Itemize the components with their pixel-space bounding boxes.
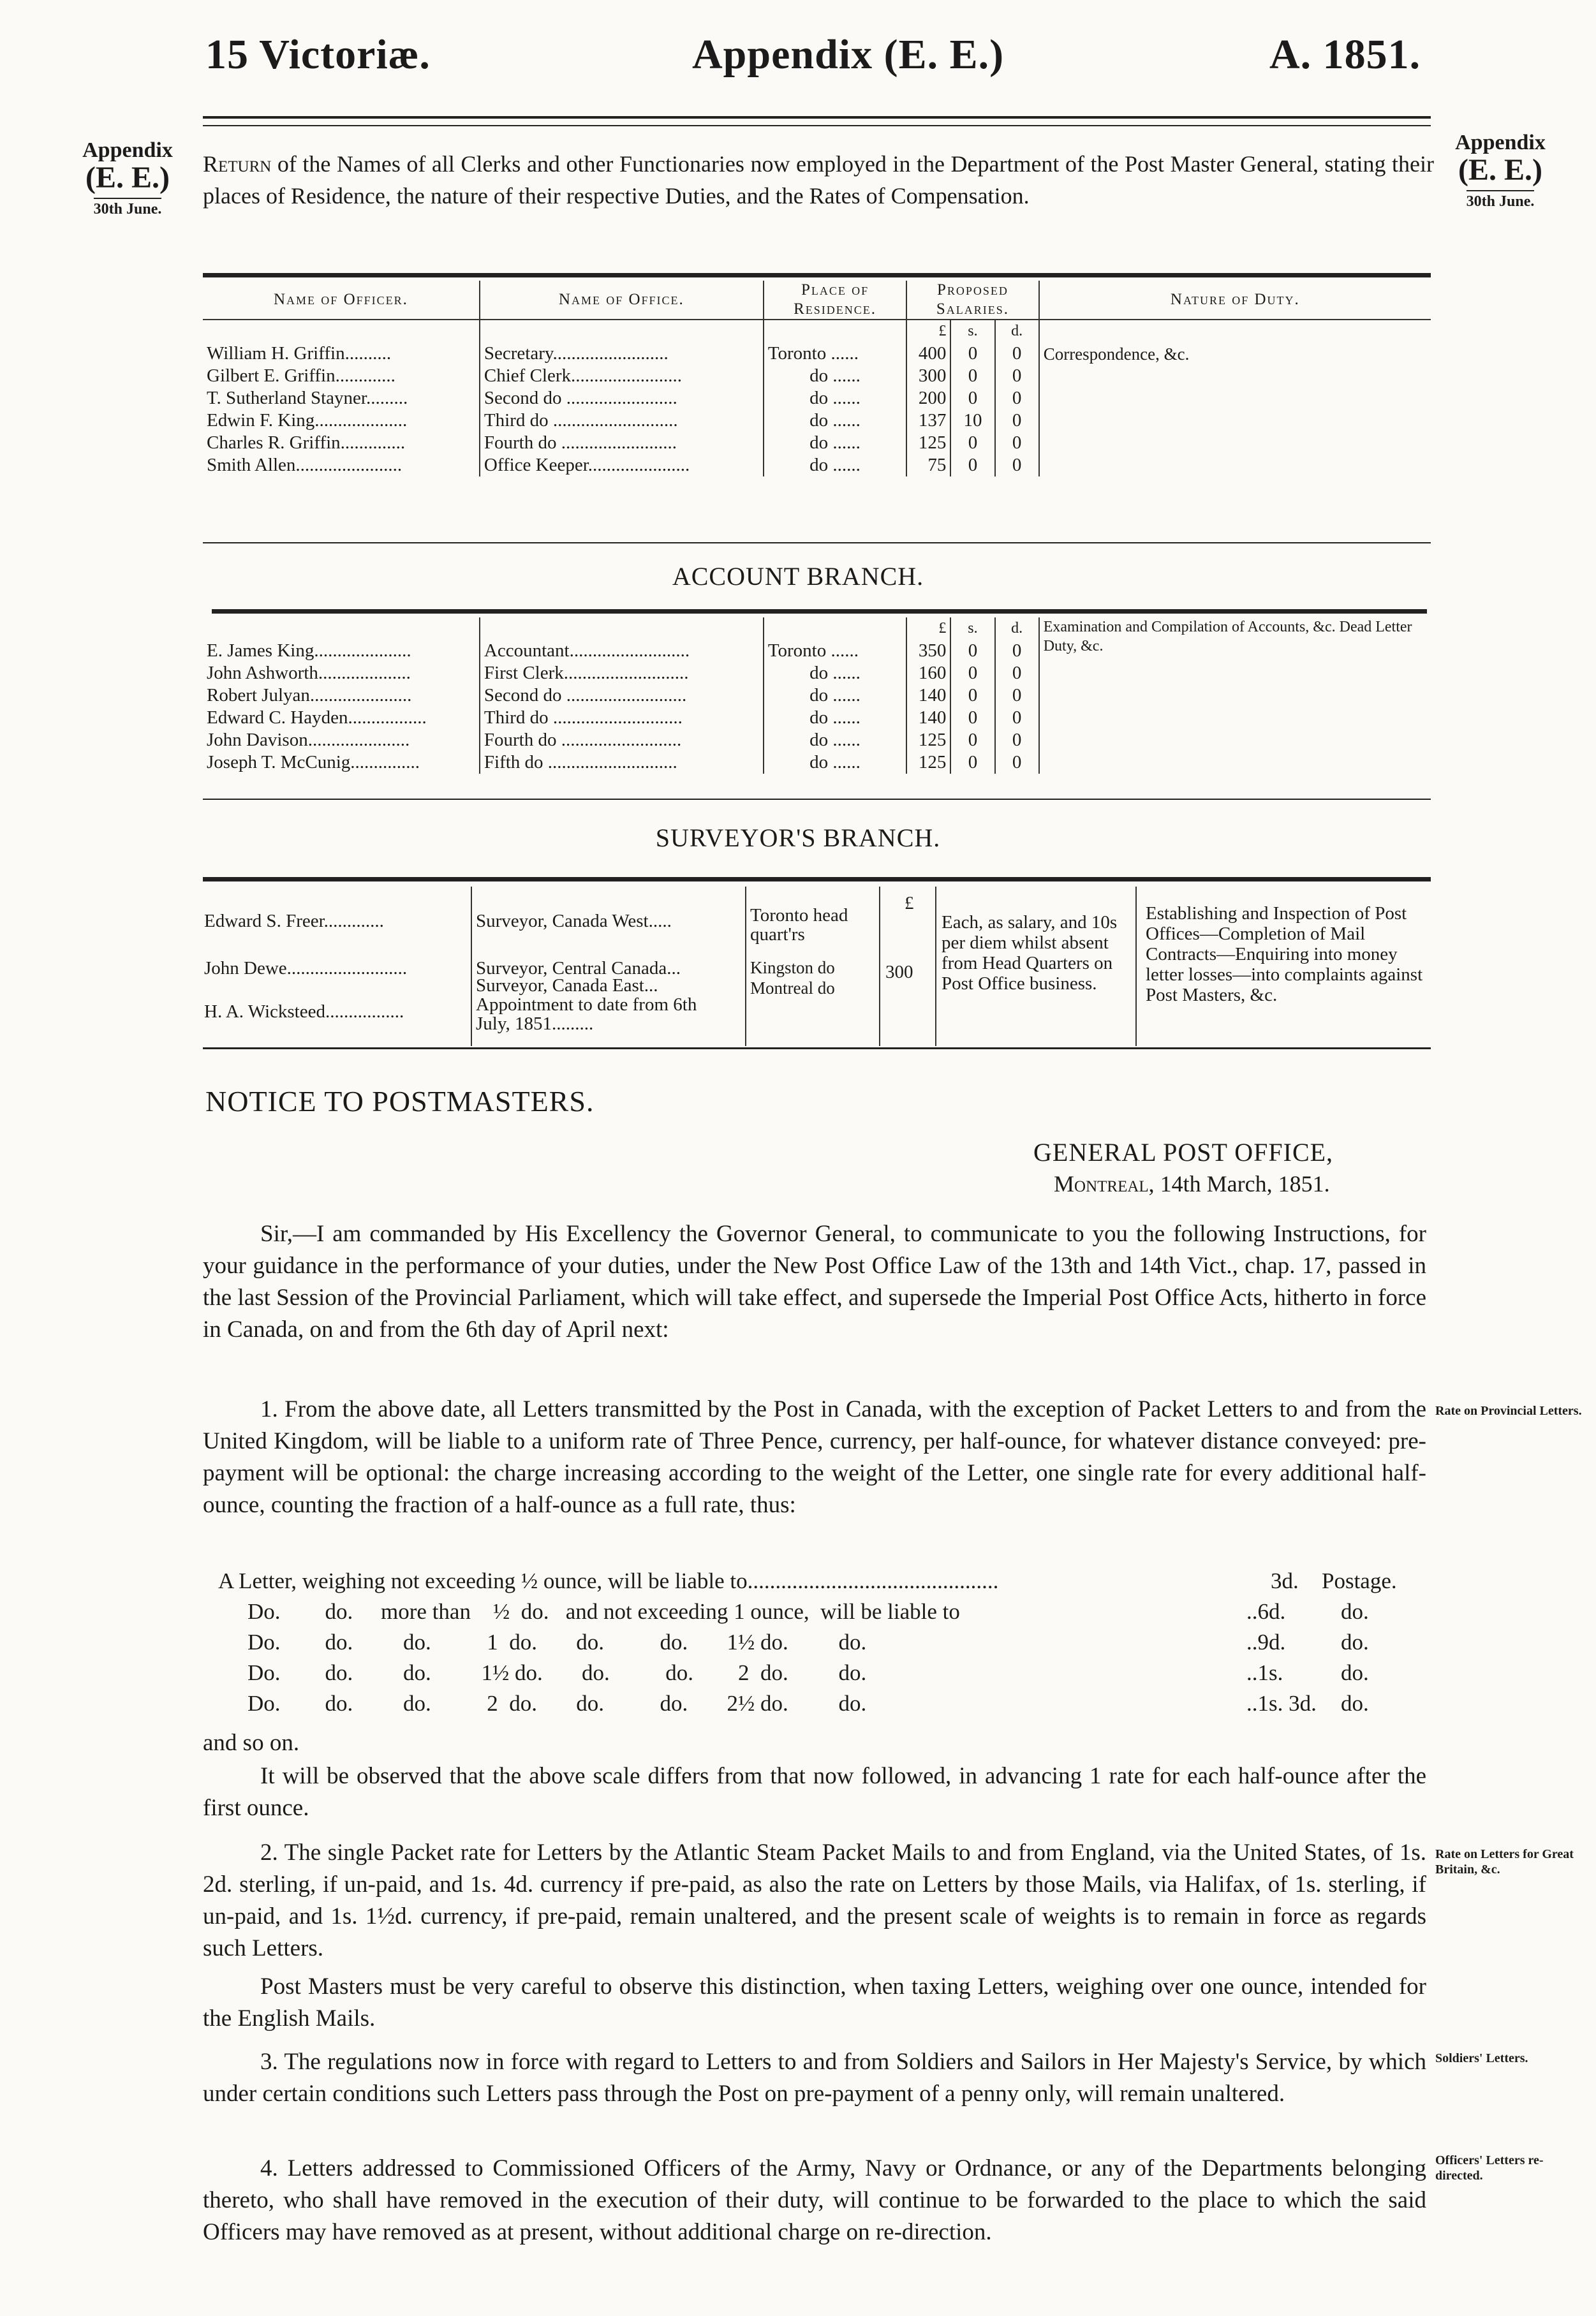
salary-pence: 0 — [995, 662, 1039, 684]
salary-pounds: 137 — [906, 409, 950, 432]
salary-pounds: 400 — [906, 343, 950, 365]
officer-name: Robert Julyan...................... — [207, 685, 412, 705]
unit-pence: d. — [995, 320, 1039, 343]
header-year: A. 1851. — [1269, 31, 1421, 78]
scale-postage: do. — [1341, 1660, 1369, 1685]
residence: do ...... — [764, 365, 906, 387]
unit-shillings: s. — [950, 617, 994, 640]
header-name: Name of Officer. — [274, 291, 408, 308]
table-row — [203, 684, 1431, 707]
scale-rate: ..9d. — [1246, 1630, 1286, 1655]
notice-office: GENERAL POST OFFICE, — [1033, 1138, 1334, 1167]
table-header-row — [203, 281, 1431, 320]
paragraph-4-text: 4. Letters addressed to Commissioned Officers of the Army, Navy or Ordnance, or any of the Departments belonging thereto, who shall have removed in the execution of their duty, will continue to be forwarded to the place to which the said Officers may have removed as at present, without additional charge on re-direction. — [203, 2155, 1426, 2245]
paragraph-3-text: 3. The regulations now in force with regard to Letters to and from Soldiers and Sailors in Her Majesty's Service, by which under certain conditions such Letters pass through the Post on pre-payment of a penny only, will remain unaltered. — [203, 2049, 1426, 2107]
officer-name: Edwin F. King.................... — [207, 410, 408, 431]
rate-scale — [218, 1566, 1424, 1725]
office-name: Third do ............................ — [480, 707, 764, 729]
intro-text: of the Names of all Clerks and other Functionaries now employed in the Department of the Post Master General, stating their places of Residence, the nature of their respective Duties, and the Rates of Compensation. — [203, 151, 1434, 209]
office-name: Accountant.......................... — [480, 640, 764, 662]
unit-shillings: s. — [950, 320, 994, 343]
and-so-on: and so on. — [203, 1730, 300, 1756]
side-caption-line2: (E. E.) — [85, 160, 170, 195]
residence: do ...... — [764, 751, 906, 774]
paragraph-1 — [203, 1394, 1426, 1521]
unit-pence: d. — [995, 617, 1039, 640]
paragraph-observe — [203, 1760, 1426, 1824]
scale-postage: do. — [1341, 1691, 1369, 1716]
header-volume: 15 Victoriæ. — [205, 31, 431, 78]
paragraph-2 — [203, 1837, 1426, 1965]
notice-date — [1054, 1170, 1330, 1197]
paragraph-4 — [203, 2153, 1426, 2248]
officer-name: Gilbert E. Griffin............. — [207, 365, 395, 386]
scale-desc: Do. do. do. 2 do. do. do. 2½ do. do. — [248, 1691, 867, 1716]
table-row — [203, 365, 1431, 387]
residence: do ...... — [764, 387, 906, 409]
scale-desc: Do. do. more than ½ do. and not exceeding 1 ounce, will be liable to — [248, 1599, 960, 1624]
salary-pounds: 125 — [906, 729, 950, 751]
officer-name: John Davison...................... — [207, 730, 410, 750]
header-duty: Nature of Duty. — [1170, 291, 1300, 308]
salary-shillings: 0 — [950, 729, 994, 751]
surveyor-bottom-rule — [203, 1047, 1431, 1049]
office-name: Surveyor, Canada West..... — [476, 911, 672, 931]
office-name: Second do ........................ — [480, 387, 764, 409]
officer-name: John Ashworth.................... — [207, 663, 411, 683]
margin-note-soldiers: Soldiers' Letters. — [1435, 2051, 1528, 2065]
salary-shillings: 0 — [950, 707, 994, 729]
officer-name: Edward C. Hayden................. — [207, 707, 427, 728]
header-appendix: Appendix (E. E.) — [692, 31, 1005, 78]
scale-rate: 3d. — [1271, 1568, 1299, 1593]
notice-title: NOTICE TO POSTMASTERS. — [205, 1085, 595, 1117]
table-row — [203, 387, 1431, 409]
side-caption-line1: Appendix — [1455, 131, 1546, 154]
col-rule — [935, 887, 936, 1046]
scale-postage: do. — [1341, 1599, 1369, 1624]
header-salary: Proposed Salaries. — [906, 281, 1038, 320]
officer-name: Edward S. Freer............. — [204, 911, 384, 931]
surveyor-duty: Establishing and Inspection of Post Offices—Completion of Mail Contracts—Enquiring into money letter losses—into complaints against Post Masters, &c. — [1146, 903, 1423, 1005]
office-name: Surveyor, Central Canada... — [476, 958, 681, 978]
account-branch-title: ACCOUNT BRANCH. — [672, 562, 924, 591]
salary-shillings: 10 — [950, 409, 994, 432]
account-table — [203, 617, 1431, 774]
salary-pounds: 140 — [906, 707, 950, 729]
table-row — [203, 343, 1431, 365]
unit-row — [203, 617, 1431, 640]
officers-table — [203, 281, 1431, 476]
salary-pounds: 140 — [906, 684, 950, 707]
residence: do ...... — [764, 432, 906, 454]
header-place: Place of Residence. — [764, 281, 906, 320]
return-intro — [203, 148, 1434, 212]
scale-desc: Do. do. do. 1½ do. do. do. 2 do. do. — [248, 1660, 867, 1685]
salary-shillings: 0 — [950, 662, 994, 684]
salary-shillings: 0 — [950, 432, 994, 454]
scale-postage: do. — [1341, 1630, 1369, 1655]
office-name: Office Keeper...................... — [480, 454, 764, 476]
account-top-rule — [212, 609, 1427, 614]
office-name: Fourth do .......................... — [480, 729, 764, 751]
scale-row — [248, 1627, 866, 1658]
office-name: Secretary......................... — [480, 343, 764, 365]
officer-name: Smith Allen....................... — [207, 455, 403, 475]
scale-rate: ..6d. — [1246, 1599, 1286, 1624]
table-row — [203, 707, 1431, 729]
salary-shillings: 0 — [950, 751, 994, 774]
salary-pounds: 125 — [906, 751, 950, 774]
paragraph-observe-text: It will be observed that the above scale differs from that now followed, in advancing 1 rate for each half-ounce after the first ounce. — [203, 1763, 1426, 1821]
office-name: Second do .......................... — [480, 684, 764, 707]
side-caption-left — [70, 139, 185, 218]
paragraph-2b-text: Post Masters must be very careful to observe this distinction, when taxing Letters, weighing over one ounce, intended for the English Mails. — [203, 1973, 1426, 2032]
residence: do ...... — [764, 409, 906, 432]
officer-name: Charles R. Griffin.............. — [207, 432, 406, 453]
col-rule — [471, 887, 472, 1046]
table-row — [203, 729, 1431, 751]
scale-row — [248, 1597, 960, 1627]
paragraph-3 — [203, 2046, 1426, 2110]
salary-shillings: 0 — [950, 454, 994, 476]
office-name: Fourth do ......................... — [480, 432, 764, 454]
salary-shillings: 0 — [950, 343, 994, 365]
salary-pounds: 300 — [885, 962, 913, 982]
officer-name: John Dewe.......................... — [204, 958, 408, 978]
col-rule — [1135, 887, 1137, 1046]
salary-pounds: 300 — [906, 365, 950, 387]
salary-pence: 0 — [995, 343, 1039, 365]
scale-row — [248, 1688, 866, 1719]
table-top-rule — [203, 273, 1431, 277]
duty: Correspondence, &c. — [1043, 344, 1190, 364]
margin-note-provincial: Rate on Provincial Letters. — [1435, 1404, 1582, 1418]
office-name: Third do ........................... — [480, 409, 764, 432]
officer-name: E. James King..................... — [207, 640, 411, 661]
scale-row — [248, 1658, 866, 1688]
office-name: Surveyor, Canada East... Appointment to date from 6th July, 1851......... — [476, 975, 697, 1034]
scale-desc: Do. do. do. 1 do. do. do. 1½ do. do. — [248, 1630, 867, 1655]
salary-shillings: 0 — [950, 684, 994, 707]
salary-shillings: 0 — [950, 387, 994, 409]
unit-pounds: £ — [906, 617, 950, 640]
officer-name: T. Sutherland Stayner......... — [207, 388, 408, 408]
scale-desc: A Letter, weighing not exceeding ½ ounce, will be liable to............................................. — [218, 1568, 999, 1593]
officer-name: William H. Griffin.......... — [207, 343, 392, 364]
residence: do ...... — [764, 454, 906, 476]
side-caption-line2: (E. E.) — [1458, 152, 1542, 187]
surveyor-table — [203, 887, 1431, 1046]
unit-pounds: £ — [906, 320, 950, 343]
salary-pence: 0 — [995, 707, 1039, 729]
salary-pounds: 350 — [906, 640, 950, 662]
scale-rate: ..1s. — [1246, 1660, 1283, 1685]
salary-unit: £ — [905, 893, 914, 913]
margin-note-great-britain: Rate on Letters for Great Britain, &c. — [1435, 1847, 1574, 1877]
paragraph-intro — [203, 1218, 1426, 1346]
margin-note-officers: Officers' Letters re-directed. — [1435, 2153, 1544, 2183]
scale-rate: ..1s. 3d. — [1246, 1691, 1317, 1716]
header-rule — [203, 116, 1431, 126]
residence: do ...... — [764, 729, 906, 751]
account-duty: Examination and Compilation of Accounts, &c. Dead Letter Duty, &c. — [1043, 619, 1412, 654]
salary-pence: 0 — [995, 684, 1039, 707]
table-row — [203, 432, 1431, 454]
salary-pounds: 160 — [906, 662, 950, 684]
side-caption-line1: Appendix — [82, 138, 173, 162]
residence: Montreal do — [750, 978, 835, 998]
residence: Kingston do — [750, 958, 835, 977]
notice-date-text: 14th March, 1851. — [1154, 1171, 1330, 1197]
scale-row — [218, 1566, 998, 1597]
surveyor-branch-title: SURVEYOR'S BRANCH. — [655, 823, 941, 852]
officer-name: H. A. Wicksteed................. — [204, 1001, 404, 1022]
salary-pounds: 125 — [906, 432, 950, 454]
table-bottom-rule — [203, 542, 1431, 543]
scale-postage: Postage. — [1322, 1568, 1397, 1593]
office-name: First Clerk........................... — [480, 662, 764, 684]
salary-pence: 0 — [995, 432, 1039, 454]
salary-pounds: 75 — [906, 454, 950, 476]
table-row — [203, 751, 1431, 774]
intro-lead: Return — [203, 151, 272, 177]
paragraph-2b — [203, 1971, 1426, 2035]
col-rule — [745, 887, 746, 1046]
salary-shillings: 0 — [950, 365, 994, 387]
office-name: Fifth do ............................ — [480, 751, 764, 774]
col-rule — [879, 887, 880, 1046]
notice-place: Montreal, — [1054, 1171, 1155, 1197]
salary-pence: 0 — [995, 640, 1039, 662]
salary-pence: 0 — [995, 387, 1039, 409]
account-bottom-rule — [203, 799, 1431, 800]
surveyor-top-rule — [203, 877, 1431, 881]
officer-name: Joseph T. McCunig............... — [207, 752, 420, 772]
salary-pence: 0 — [995, 409, 1039, 432]
salary-pence: 0 — [995, 729, 1039, 751]
paragraph-1-text: 1. From the above date, all Letters transmitted by the Post in Canada, with the exception of Packet Letters to and from the United Kingdom, will be liable to a uniform rate of Three Pence, currency, per half-ounce, for whatever distance conveyed: pre-payment will be optional: the charge increasing according to the weight of the Letter, one single rate for every additional half-ounce, counting the fraction of a half-ounce as a full rate, thus: — [203, 1396, 1426, 1518]
residence: Toronto ...... — [764, 640, 906, 662]
table-row — [203, 409, 1431, 432]
side-caption-line3: 30th June. — [94, 198, 162, 218]
paragraph-2-text: 2. The single Packet rate for Letters by the Atlantic Steam Packet Mails to and from England, via the United States, of 1s. 2d. sterling, if un-paid, and 1s. 4d. currency if pre-paid, as also the rate on Letters by those Mails, via Halifax, of 1s. sterling, if un-paid, and 1s. 1½d. currency, if pre-paid, remain unaltered, and the present scale of weights is to remain in force as regards such Letters. — [203, 1840, 1426, 1961]
side-caption-right — [1443, 131, 1558, 210]
salary-pence: 0 — [995, 751, 1039, 774]
salary-pence: 0 — [995, 365, 1039, 387]
salary-pence: 0 — [995, 454, 1039, 476]
residence: do ...... — [764, 684, 906, 707]
salary-shillings: 0 — [950, 640, 994, 662]
residence: do ...... — [764, 662, 906, 684]
salary-pounds: 200 — [906, 387, 950, 409]
residence: do ...... — [764, 707, 906, 729]
header-office: Name of Office. — [480, 281, 764, 320]
salary-allowance: Each, as salary, and 10s per diem whilst absent from Head Quarters on Post Office business. — [942, 912, 1118, 994]
side-caption-line3: 30th June. — [1467, 190, 1535, 210]
office-name: Chief Clerk........................ — [480, 365, 764, 387]
paragraph-intro-text: Sir,—I am commanded by His Excellency the Governor General, to communicate to you the following Instructions, for your guidance in the performance of your duties, under the New Post Office Law of the 13th and 14th Vict., chap. 17, passed in the last Session of the Provincial Parliament, which will take effect, and supersede the Imperial Post Office Acts, hitherto in force in Canada, on and from the 6th day of April next: — [203, 1221, 1426, 1343]
residence: Toronto ...... — [764, 343, 906, 365]
unit-row — [203, 320, 1431, 343]
residence: Toronto head quart'rs — [750, 905, 848, 945]
table-row — [203, 454, 1431, 476]
